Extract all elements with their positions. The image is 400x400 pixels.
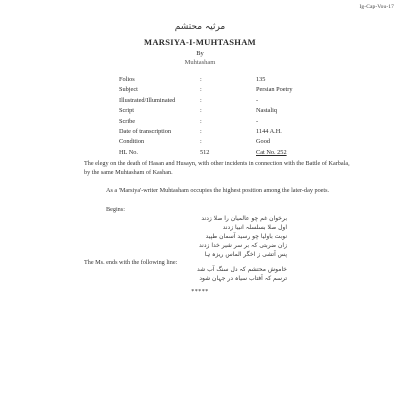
meta-colon: 512 bbox=[200, 148, 210, 156]
verse-line: زان ضربتی کہ بر سر شیر خدا زدند bbox=[199, 242, 287, 249]
meta-colon: : bbox=[200, 117, 202, 125]
description-paragraph: The elegy on the death of Hasan and Husayn, with other incidents in connection with the Battle of Karbala, by the same Muhtasham of Kashan. bbox=[84, 160, 350, 176]
meta-colon: : bbox=[200, 86, 202, 94]
ends-label: The Ms. ends with the following line: bbox=[84, 259, 178, 266]
meta-colon: : bbox=[200, 96, 202, 104]
closing-verses bbox=[137, 265, 287, 283]
begins-label: Begins: bbox=[106, 206, 125, 213]
meta-row-folios bbox=[119, 75, 359, 85]
author-name: Muhtasham bbox=[184, 59, 216, 66]
meta-value: - bbox=[256, 96, 259, 104]
meta-label: Folios bbox=[119, 76, 135, 83]
meta-value: 135 bbox=[256, 76, 266, 83]
opening-verses bbox=[137, 214, 287, 259]
meta-label: HL No. bbox=[119, 148, 139, 156]
meta-label: Illustrated/Illuminated bbox=[119, 96, 176, 104]
meta-row-illustrated bbox=[119, 96, 359, 106]
description-paragraph: As a 'Marsiya'-writer Muhtasham occupies the highest position among the later-day poets. bbox=[106, 187, 330, 194]
meta-value: 1144 A.H. bbox=[256, 127, 282, 135]
urdu-title: مرثیہ محتشم bbox=[174, 22, 226, 32]
catalogue-reference-tag: Ig-Cap-Vou-17 bbox=[359, 4, 394, 10]
meta-label: Date of transcription bbox=[119, 127, 172, 135]
by-label: By bbox=[196, 50, 204, 57]
meta-label: Condition bbox=[119, 138, 145, 146]
meta-value: Nastaliq bbox=[256, 107, 277, 115]
meta-row-subject bbox=[119, 85, 359, 95]
meta-row-condition bbox=[119, 137, 359, 147]
verse-line: اول صلا بسلسلہ انبیا زدند bbox=[222, 224, 287, 231]
section-divider: ***** bbox=[191, 289, 209, 295]
meta-row-scribe bbox=[119, 117, 359, 127]
meta-label: Script bbox=[119, 107, 135, 115]
verse-line: برخوان غم چو عالمیان را صلا زدند bbox=[201, 215, 287, 222]
meta-value: Persian Poetry bbox=[256, 86, 293, 94]
verse-line: خاموش محتشم کہ دل سنگ آب شد bbox=[197, 266, 287, 273]
page-title: MARSIYA-I-MUHTASHAM bbox=[144, 37, 256, 47]
meta-colon: : bbox=[200, 107, 202, 115]
meta-value: Cat No. 252 bbox=[256, 148, 287, 156]
verse-line: ترسم کہ آفتاب سیاہ در جہان شود bbox=[199, 275, 287, 282]
meta-value: Good bbox=[256, 138, 270, 146]
meta-row-date bbox=[119, 127, 359, 137]
meta-colon: : bbox=[200, 138, 202, 146]
meta-colon: : bbox=[200, 76, 202, 83]
meta-label: Subject bbox=[119, 86, 138, 94]
verse-line: پس آتشی ز اخگر الماس ریزہ ہا bbox=[204, 251, 287, 258]
meta-label: Scribe bbox=[119, 117, 136, 125]
meta-row-hl-number bbox=[119, 148, 359, 158]
verse-line: نوبت باولیا چو رسید آسمان طپید bbox=[205, 233, 287, 240]
meta-colon: : bbox=[200, 127, 202, 135]
meta-row-script bbox=[119, 106, 359, 116]
meta-value: - bbox=[256, 117, 259, 125]
manuscript-metadata bbox=[119, 75, 359, 158]
